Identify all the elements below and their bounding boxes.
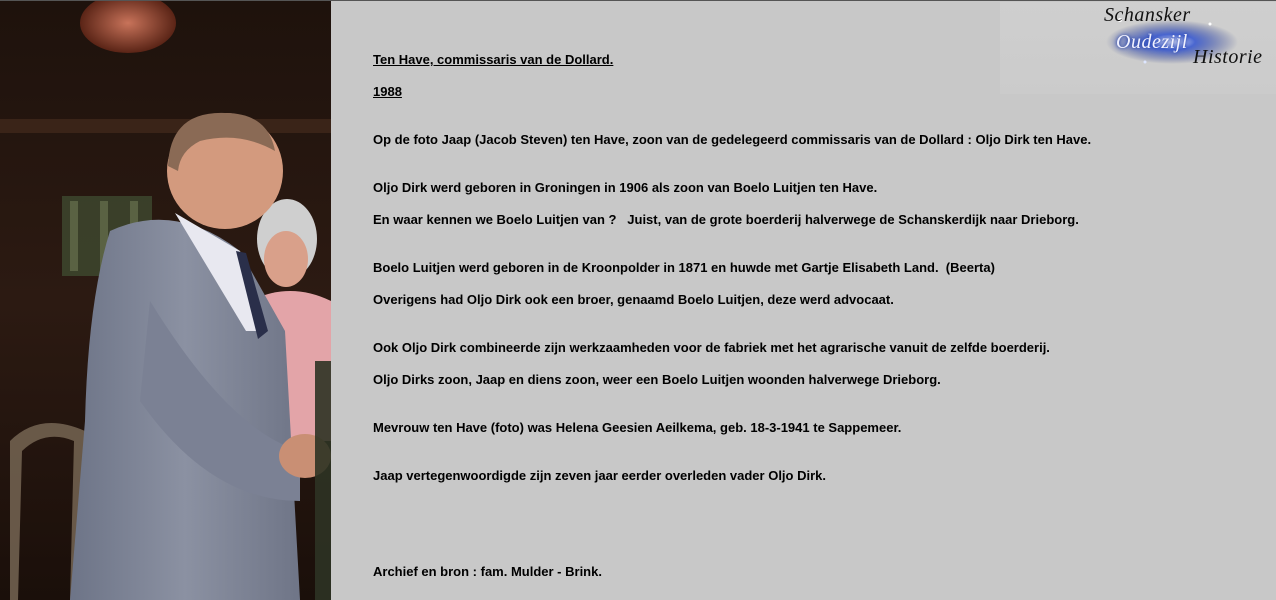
paragraph-2: Oljo Dirk werd geboren in Groningen in 1906 als zoon van Boelo Luitjen ten Have.	[373, 180, 878, 195]
schansker-oudezijl-historie-logo	[1000, 2, 1276, 94]
paragraph-7: Oljo Dirks zoon, Jaap en diens zoon, weer een Boelo Luitjen woonden halverwege Drieborg.	[373, 372, 941, 387]
logo-word-oudezijl: Oudezijl	[1116, 31, 1188, 53]
paragraph-4: Boelo Luitjen werd geboren in de Kroonpolder in 1871 en huwde met Gartje Elisabeth Land. (Beerta)	[373, 260, 995, 275]
photo-jaap-ten-have	[0, 1, 331, 600]
paragraph-6: Ook Oljo Dirk combineerde zijn werkzaamheden voor de fabriek met het agrarische vanuit de zelfde boerderij.	[373, 340, 1050, 355]
logo-word-historie: Historie	[1193, 46, 1263, 68]
logo-word-schansker: Schansker	[1104, 4, 1191, 26]
paragraph-3: En waar kennen we Boelo Luitjen van ? Juist, van de grote boerderij halverwege de Schanskerdijk naar Drieborg.	[373, 212, 1079, 227]
paragraph-1: Op de foto Jaap (Jacob Steven) ten Have, zoon van de gedelegeerd commissaris van de Dollard : Oljo Dirk ten Have.	[373, 132, 1092, 147]
paragraph-9: Jaap vertegenwoordigde zijn zeven jaar eerder overleden vader Oljo Dirk.	[373, 468, 827, 483]
source-credit: Archief en bron : fam. Mulder - Brink.	[373, 564, 602, 579]
paragraph-5: Overigens had Oljo Dirk ook een broer, genaamd Boelo Luitjen, deze werd advocaat.	[373, 292, 894, 307]
photo-illustration	[0, 1, 331, 600]
article-year: 1988	[373, 84, 402, 99]
article-title: Ten Have, commissaris van de Dollard.	[373, 52, 614, 67]
paragraph-8: Mevrouw ten Have (foto) was Helena Geesien Aeilkema, geb. 18-3-1941 te Sappemeer.	[373, 420, 902, 435]
